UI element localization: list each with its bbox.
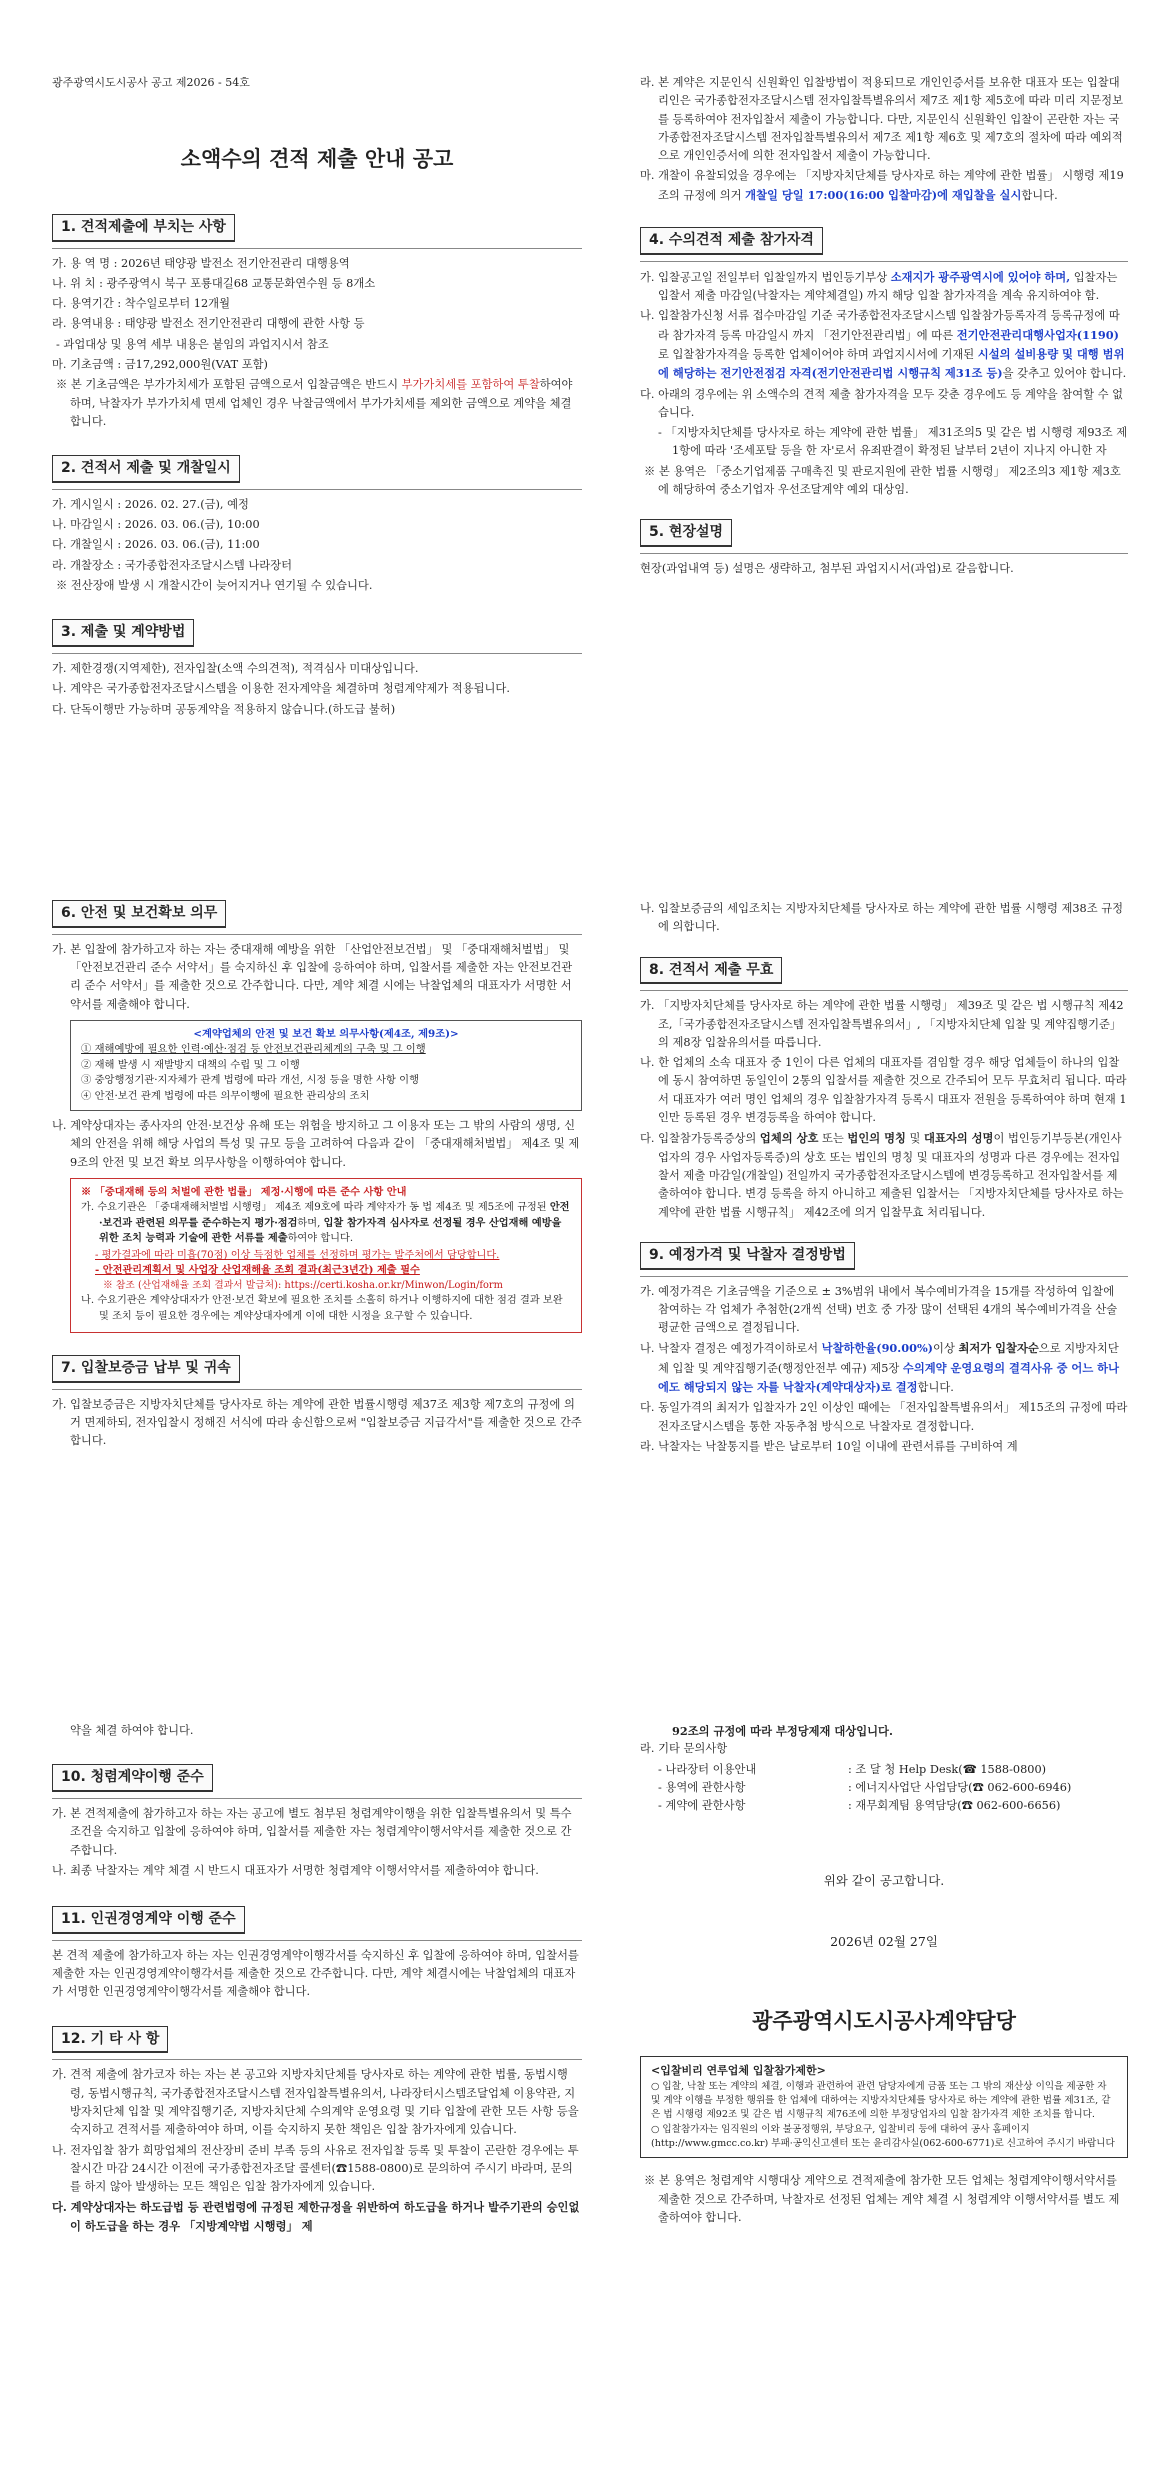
section-6-header: 6. 안전 및 보건확보 의무 — [52, 900, 582, 935]
bond-revenue-paragraph: 나. 입찰보증금의 세입조치는 지방자치단체를 당사자로 하는 계약에 관한 법률 시행령 제38조 규정에 의합니다. — [640, 902, 1124, 934]
contact-row: - 계약에 관한사항 : 재무회계팀 용역담당(☎ 062-600-6656) — [658, 1799, 1061, 1813]
page2-left-column — [52, 900, 582, 1453]
page1-left-column — [52, 74, 582, 721]
section-11-header: 11. 인권경영계약 이행 준수 — [52, 1906, 582, 1941]
contact-list — [640, 1761, 1128, 1816]
safety-duty-box: <계약업체의 안전 및 보건 확보 의무사항(제4조, 제9조)> ① 재해예방에 필요한 인력·예산·점검 등 안전보건관리체계의 구축 및 그 이행 ② 재해 발생 시 재발방지 대책의 수립 및 그 이행 ③ 중앙행정기관·지자체가 관계 법령에 따라 개선, 시정 등을 명한 사항 이행 ④ 안전·보건 관계 법령에 따른 의무이행에 필요한 관리상의 조치 — [70, 1020, 582, 1111]
section-4-body: 가. 입찰공고일 전일부터 입찰일까지 법인등기부상 소재지가 광주광역시에 있어야 하며, 입찰자는 입찰서 제출 마감일(낙찰자는 계약체결일) 까지 해당 입찰 참가자격을 계속 유지하여야 함. 나. 입찰참가신청 서류 접수마감일 기준 국가종합전자조달시스템 입찰참가등록자격 등록규정에 따라 참가자격 등록 마감일시 까지 「전기안전관리법」에 따른 전기안전관리대행사업자(1190)로 입찰참가자격을 등록한 업체이어야 하며 과업지시서에 기재된 시설의 설비용량 및 대행 범위에 해당하는 전기안전점검 자격(전기안전관리법 시행규칙 제31조 등)을 갖추고 있어야 합니다. 다. 아래의 경우에는 위 소액수의 견적 제출 참가자격을 모두 갖춘 경우에도 등 계약을 참여할 수 없습니다. - 「지방자치단체를 당사자로 하는 계약에 관한 법률」 제31조의5 및 같은 법 시행령 제93조 제1항에 따라 '조세포탈 등을 한 자'로서 유죄판결이 확정된 날부터 2년이 지나지 아니한 자 ※ 본 용역은 「중소기업제품 구매촉진 및 판로지원에 관한 법률 시행령」 제2조의3 제1항 제3호에 해당하여 중소기업자 우선조달계약 예외 대상임. — [640, 269, 1128, 497]
contact-row: - 나라장터 이용안내 : 조 달 청 Help Desk(☎ 1588-0800) — [658, 1762, 1047, 1776]
section-10-body: 가. 본 견적제출에 참가하고자 하는 자는 공고에 별도 첨부된 청렴계약이행을 위한 입찰특별유의서 및 특수조건을 숙지하고 입찰에 응하여야 하며, 입찰서를 제출한 자는 청렴계약이행서약서를 제출한 것으로 간주합니다. 나. 최종 낙찰자는 계약 체결 시 반드시 대표자가 서명한 청렴계약 이행서약서를 제출하여야 합니다. — [52, 1806, 572, 1877]
section-9-header: 9. 예정가격 및 낙찰자 결정방법 — [640, 1242, 1128, 1277]
signer: 광주광역시도시공사계약담당 — [752, 2008, 1016, 2033]
notice-date: 2026년 02월 27일 — [830, 1933, 938, 1949]
section-1-header: 1. 견적제출에 부치는 사항 — [52, 214, 582, 249]
section-2-header: 2. 견적서 제출 및 개찰일시 — [52, 455, 582, 490]
vat-note: ※ 본 기초금액은 부가가치세가 포함된 금액으로서 입찰금액은 반드시 부가가치세를 포함하여 투찰하여야 하며, 낙찰자가 부가가치세 면세 업체인 경우 낙찰금액에서 부가가치세를 제외한 금액으로 계약을 체결합니다. — [56, 378, 573, 428]
integrity-note: ※ 본 용역은 청렴계약 시행대상 계약으로 견적제출에 참가한 모든 업체는 청렴계약이행서약서를 제출한 것으로 간주하며, 낙찰자로 선정된 업체는 계약 체결 시 청렴계약 이행서약서를 별도 제출하여야 합니다. — [644, 2174, 1120, 2225]
page1-right-column — [640, 74, 1128, 578]
section-11-body: 본 견적 제출에 참가하고자 하는 자는 인권경영계약이행각서를 숙지하신 후 입찰에 응하여야 하며, 입찰서를 제출한 자는 인권경영계약이행각서를 제출한 것으로 간주합니다. 다만, 계약 체결시에는 낙찰업체의 대표자가 서명한 인권경영계약이행각서를 제출해야 합니다. — [52, 1948, 579, 1999]
page2-right-column — [640, 900, 1128, 1458]
section-5-body: 현장(과업내역 등) 설명은 생략하고, 첨부된 과업지시서(과업)로 갈음합니다. — [640, 561, 1014, 575]
page-title: 소액수의 견적 제출 안내 공고 — [180, 146, 454, 171]
section-1-body: 가. 용 역 명 : 2026년 태양광 발전소 전기안전관리 대행용역 나. 위 치 : 광주광역시 북구 포룡대길68 교통문화연수원 등 8개소 다. 용역기간 : 착수일로부터 12개월 라. 용역내용 : 태양광 발전소 전기안전관리 대행에 관한 사항 등 - 과업대상 및 용역 세부 내용은 붙임의 과업지시서 참조 마. 기초금액 : 금17,292,000원(VAT 포함) ※ 본 기초금액은 부가가치세가 포함된 금액으로서 입찰금액은 반드시 부가가치세를 포함하여 투찰하여야 하며, 낙찰자가 부가가치세 면세 업체인 경우 낙찰금액에서 부가가치세를 제외한 금액으로 계약을 체결합니다. — [52, 255, 582, 432]
section-2-body: 가. 게시일시 : 2026. 02. 27.(금), 예정 나. 마감일시 : 2026. 03. 06.(금), 10:00 다. 개찰일시 : 2026. 03. 06.(금), 11:00 라. 개찰장소 : 국가종합전자조달시스템 나라장터 ※ 전산장애 발생 시 개찰시간이 늦어지거나 연기될 수 있습니다. — [52, 497, 373, 593]
section-5-header: 5. 현장설명 — [640, 519, 1128, 554]
sanction-continuation: 92조의 규정에 따라 부정당제재 대상입니다. — [672, 1724, 893, 1738]
section-7-header: 7. 입찰보증금 납부 및 귀속 — [52, 1355, 582, 1390]
section-4-header: 4. 수의견적 제출 참가자격 — [640, 227, 1128, 262]
section-7-body: 가. 입찰보증금은 지방자치단체를 당사자로 하는 계약에 관한 법률시행령 제37조 제3항 제7호의 규정에 의거 면제하되, 전자입찰시 정해진 서식에 따라 송신함으로써 "입찰보증금 지급각서"를 제출한 것으로 간주합니다. — [52, 1397, 582, 1448]
section-10-header: 10. 청렴계약이행 준수 — [52, 1764, 582, 1799]
section-6-body: 가. 본 입찰에 참가하고자 하는 자는 중대재해 예방을 위한 「산업안전보건법」 및 「중대재해처벌법」 및 「안전보건관리 준수 서약서」를 숙지하신 후 입찰에 응하여야 하며, 입찰서를 제출한 자는 안전보건관리 준수 서약서」를 제출한 것으로 간주합니다. 다만, 계약 체결 시에는 낙찰업체의 대표자가 서명한 서약서를 제출해야 합니다. <계약업체의 안전 및 보건 확보 의무사항(제4조, 제9조)> ① 재해예방에 필요한 인력·예산·점검 등 안전보건관리체계의 구축 및 그 이행 ② 재해 발생 시 재발방지 대책의 수립 및 그 이행 ③ 중앙행정기관·지자체가 관계 법령에 따라 개선, 시정 등을 명한 사항 이행 ④ 안전·보건 관계 법령에 따른 의무이행에 필요한 관리상의 조치 나. 계약상대자는 종사자의 안전·보건상 유해 또는 위험을 방지하고 그 이용자 또는 그 밖의 사람의 생명, 신체의 안전을 위해 해당 사업의 특성 및 규모 등을 고려하여 다음과 같이 「중대재해처벌법」 제4조 및 제9조의 안전 및 보건 확보 의무사항을 이행하여야 합니다. ※ 「중대재해 등의 처벌에 관한 법률」 제정·시행에 따른 준수 사항 안내 가. 수요기관은 「중대재해처벌법 시행령」 제4조 제9호에 따라 계약자가 동 법 제4조 및 제5조에 규정된 안전·보건과 관련된 의무를 준수하는지 평가·점검하며, 입찰 참가자격 심사자로 선정될 경우 산업재해 예방을 위한 조치 능력과 기술에 관한 서류를 제출하여야 합니다. - 평가결과에 따라 미흡(70점) 이상 득점한 업체를 선정하며 평가는 발주처에서 담당합니다. - 안전관리계획서 및 사업장 산업재해율 조회 결과(최근3년간) 제출 필수 ※ 참조 (산업재해율 조회 결과서 발급처): https://certi.kosha.or.kr/Minwon/Login/form 나. 수요기관은 계약상대자가 안전·보건 확보에 필요한 조치를 소홀히 하거나 이행하지에 대한 점검 결과 보완 및 조치 등이 필요한 경우에는 계약상대자에게 이에 대한 시정을 요구할 수 있습니다. — [52, 941, 582, 1333]
contact-heading: 라. 기타 문의사항 — [640, 1742, 728, 1756]
contract-continuation: 약을 체결 하여야 합니다. — [70, 1724, 194, 1737]
section-8-header: 8. 견적서 제출 무효 — [640, 957, 1128, 992]
contact-row: - 용역에 관한사항 : 에너지사업단 사업담당(☎ 062-600-6946) — [658, 1780, 1072, 1794]
section-3-header: 3. 제출 및 계약방법 — [52, 619, 582, 654]
page3-right-column — [640, 1722, 1128, 2227]
section-12-body: 가. 견적 제출에 참가코자 하는 자는 본 공고와 지방자치단체를 당사자로 하는 계약에 관한 법률, 동법시행령, 동법시행규칙, 국가종합전자조달시스템 전자입찰특별유의서, 나라장터시스템조달업체 이용약관, 지방자치단체 입찰 및 계약집행기준, 지방자치단체 수의계약 운영요령 및 기타 입찰에 관한 모든 사항 등을 숙지하고 견적서를 제출하여야 하며, 이를 숙지하지 못한 책임은 입찰 참가자에게 있습니다. 나. 전자입찰 참가 희망업체의 전산장비 준비 부족 등의 사유로 전자입찰 등록 및 투찰이 곤란한 경우에는 투찰시간 마감 24시간 이전에 국가종합전자조달 콜센터(☎1588-0800)로 문의하여 주시기 바라며, 문의를 하지 않아 발생하는 모든 책임은 입찰 참가자에게 있습니다. 다. 계약상대자는 하도급법 등 관련법령에 규정된 제한규정을 위반하여 하도급을 하거나 발주기관의 승인없이 하도급을 하는 경우 「지방계약법 시행령」 제 — [52, 2068, 580, 2233]
notice-number: 광주광역시도시공사 공고 제2026 - 54호 — [52, 76, 250, 89]
bid-corruption-box: <입찰비리 연루업체 입찰참가제한> ○ 입찰, 낙찰 또는 계약의 체결, 이행과 관련하여 관련 담당자에게 금품 또는 그 밖의 재산상 이익을 제공한 자 및 계약 이행을 부정한 행위를 한 업체에 대하여는 지방자치단체를 당사자로 하는 계약에 관한 법률 제31조, 같은 법 시행령 제92조 및 같은 법 시행규칙 제76조에 의한 부정당업자의 입찰 참가자격 제한 조치를 합니다. ○ 입찰참가자는 임직원의 이와 불공정행위, 부당요구, 입찰비리 등에 대하여 공사 홈페이지(http://www.gmcc.co.kr) 부패·공익신고센터 또는 윤리감사실(062-600-6771)로 신고하여 주시기 바랍니다 — [640, 2056, 1128, 2158]
section-9-body: 가. 예정가격은 기초금액을 기준으로 ± 3%범위 내에서 복수예비가격을 15개를 작성하여 입찰에 참여하는 각 업체가 추첨한(2개씩 선택) 번호 중 가장 많이 선택된 4개의 복수예비가격을 산술 평균한 금액으로 결정됩니다. 나. 낙찰자 결정은 예정가격이하로서 낙찰하한율(90.00%)이상 최저가 입찰자순으로 지방자치단체 입찰 및 계약집행기준(행정안전부 예규) 제5장 수의계약 운영요령의 결격사유 중 어느 하나에도 해당되지 않는 자를 낙찰자(계약대상자)로 결정합니다. 다. 동일가격의 최저가 입찰자가 2인 이상인 때에는 「전자입찰특별유의서」 제15조의 규정에 따라 전자조달시스템을 통한 자동추첨 방식으로 낙찰자로 결정합니다. 라. 낙찰자는 낙찰통지를 받은 날로부터 10일 이내에 관련서류를 구비하여 계 — [640, 1284, 1128, 1453]
serious-accident-box: ※ 「중대재해 등의 처벌에 관한 법률」 제정·시행에 따른 준수 사항 안내 가. 수요기관은 「중대재해처벌법 시행령」 제4조 제9호에 따라 계약자가 동 법 제4조 및 제5조에 규정된 안전·보건과 관련된 의무를 준수하는지 평가·점검하며, 입찰 참가자격 심사자로 선정될 경우 산업재해 예방을 위한 조치 능력과 기술에 관한 서류를 제출하여야 합니다. - 평가결과에 따라 미흡(70점) 이상 득점한 업체를 선정하며 평가는 발주처에서 담당합니다. - 안전관리계획서 및 사업장 산업재해율 조회 결과(최근3년간) 제출 필수 ※ 참조 (산업재해율 조회 결과서 발급처): https://certi.kosha.or.kr/Minwon/Login/form 나. 수요기관은 계약상대자가 안전·보건 확보에 필요한 조치를 소홀히 하거나 이행하지에 대한 점검 결과 보완 및 조치 등이 필요한 경우에는 계약상대자에게 이에 대한 시정을 요구할 수 있습니다. — [70, 1178, 582, 1333]
section-12-header: 12. 기 타 사 항 — [52, 2026, 582, 2061]
rebid-paragraph: 마. 개찰이 유찰되었을 경우에는 「지방자치단체를 당사자로 하는 계약에 관한 법률」 시행령 제19조의 규정에 의거 개찰일 당일 17:00(16:00 입찰마감)에 재입찰을 실시합니다. — [640, 169, 1124, 202]
page3-left-column — [52, 1722, 582, 2237]
fingerprint-paragraph: 라. 본 계약은 지문인식 신원확인 입찰방법이 적용되므로 개인인증서를 보유한 대표자 또는 입찰대리인은 국가종합전자조달시스템 전자입찰특별유의서 제7조 제1항 제5호에 따라 미리 지문정보를 등록하여야 전자입찰서 제출이 가능합니다. 다만, 지문인식 신원확인 입찰이 곤란한 자는 국가종합전자조달시스템 전자입찰특별유의서 제7조 제1항 제6호 및 제7호의 절차에 따라 예외적으로 개인인증서에 의한 전자입찰서 제출이 가능합니다. — [640, 76, 1123, 163]
section-8-body: 가. 「지방자치단체를 당사자로 하는 계약에 관한 법률 시행령」 제39조 및 같은 법 시행규칙 제42조,「국가종합전자조달시스템 전자입찰특별유의서」, 「지방자치단체 입찰 및 계약집행기준」의 제8장 입찰유의서를 따릅니다. 나. 한 업체의 소속 대표자 중 1인이 다른 업체의 대표자를 겸임할 경우 해당 업체들이 하나의 입찰에 동시 참여하면 동일인이 2통의 입찰서를 제출한 것으로 간주되어 모두 무효처리 됩니다. 따라서 대표자가 여러 명인 업체의 경우 입찰참가자격 등록시 대표자 전원을 등록하여야 하며 현재 1인만 등록된 경우 변경등록을 하여야 합니다. 다. 입찰참가등록증상의 업체의 상호 또는 법인의 명칭 및 대표자의 성명이 법인등기부등본(개인사업자의 경우 사업자등록증)의 상호 또는 법인의 명칭 및 대표자의 성명과 다른 경우에는 전자입찰서 제출 마감일(개찰일) 전일까지 국가종합전자조달시스템에 변경등록하고 전자입찰서를 제출하여야 합니다. 변경 등록을 하지 아니하고 제출된 입찰서는 「지방자치단체를 당사자로 하는 계약에 관한 법률 시행규칙」 제42조에 의거 입찰무효 처리됩니다. — [640, 999, 1127, 1219]
closing-text: 위와 같이 공고합니다. — [823, 1873, 945, 1889]
section-3-body: 가. 제한경쟁(지역제한), 전자입찰(소액 수의견적), 적격심사 미대상입니다. 나. 계약은 국가종합전자조달시스템을 이용한 전자계약을 체결하며 청렴계약제가 적용됩니다. 다. 단독이행만 가능하며 공동계약을 적용하지 않습니다.(하도급 불허) — [52, 662, 510, 716]
